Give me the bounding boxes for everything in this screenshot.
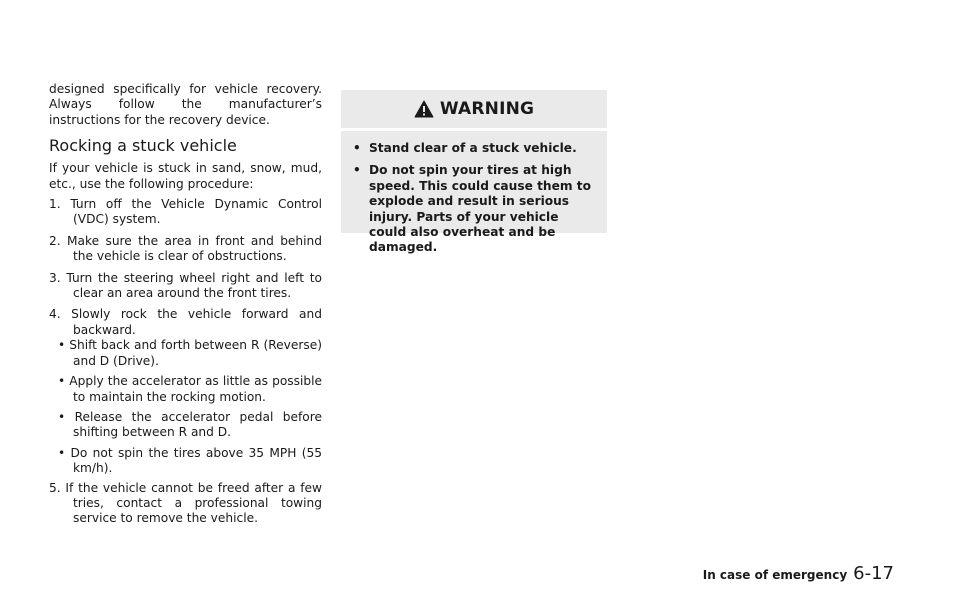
warning-item-text: Stand clear of a stuck vehicle.	[369, 141, 577, 155]
warning-box	[341, 90, 607, 255]
warning-triangle-icon	[414, 100, 434, 118]
bullet-item: • Shift back and forth between R (Reverse) and D (Drive).	[58, 338, 322, 368]
warning-item	[353, 163, 597, 255]
footer-section-name: In case of emergency	[702, 568, 848, 582]
section-title: Rocking a stuck vehicle	[49, 136, 237, 156]
bullet-item: • Do not spin the tires above 35 MPH (55 km/h).	[58, 445, 322, 476]
bullet-item: • Apply the accelerator as little as possible to maintain the rocking motion.	[58, 374, 322, 404]
section-intro: If your vehicle is stuck in sand, snow, mud, etc., use the following procedure:	[49, 161, 322, 191]
left-column	[49, 82, 322, 533]
bullet-dot: •	[353, 163, 361, 178]
step-item-label: 4. Slowly rock the vehicle forward and backward.	[49, 307, 322, 337]
step-item: 1. Turn off the Vehicle Dynamic Control (VDC) system.	[49, 197, 322, 227]
bullet-dot: •	[353, 141, 361, 155]
warning-list	[341, 131, 607, 256]
step-item: 2. Make sure the area in front and behind the vehicle is clear of obstructions.	[49, 233, 322, 264]
warning-header	[341, 90, 607, 131]
step-item-with-bullets	[49, 307, 322, 476]
intro-paragraph: designed specifically for vehicle recovery. Always follow the manufacturer’s instructions for the recovery device.	[49, 82, 322, 127]
procedure-steps	[49, 197, 322, 527]
step-item: 5. If the vehicle cannot be freed after a few tries, contact a professional towing service to remove the vehicle.	[49, 480, 322, 526]
warning-item	[353, 141, 597, 156]
page-footer	[703, 563, 894, 584]
warning-title: WARNING	[439, 99, 535, 119]
bullet-item: • Release the accelerator pedal before shifting between R and D.	[58, 409, 322, 440]
footer-page-number: 6-17	[853, 563, 894, 584]
step-item: 3. Turn the steering wheel right and left to clear an area around the front tires.	[49, 270, 322, 301]
warning-item-text: Do not spin your tires at high speed. This could cause them to explode and result in serious injury. Parts of your vehicle could also overheat and be damaged.	[369, 163, 591, 255]
step-bullets	[49, 338, 322, 476]
